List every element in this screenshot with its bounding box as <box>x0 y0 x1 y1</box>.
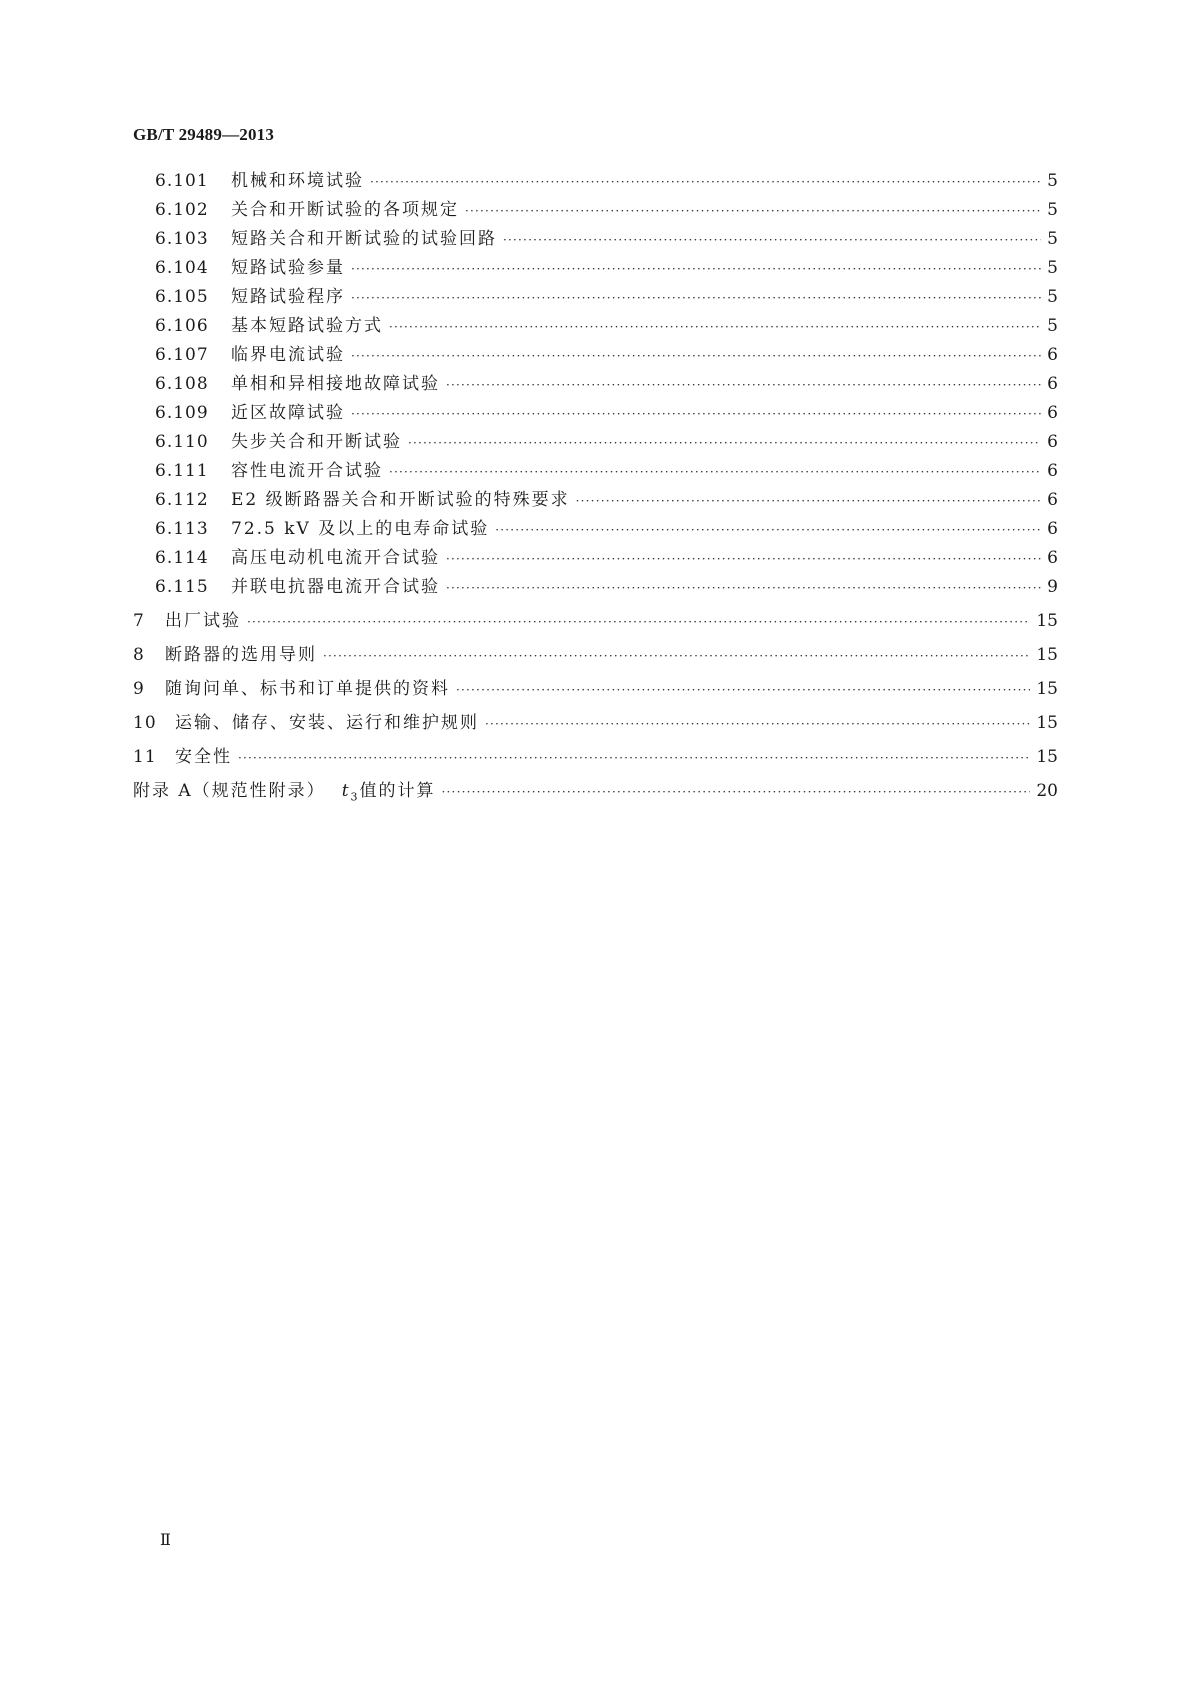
toc-entry-page: 6 <box>1047 461 1058 481</box>
leader-dots <box>351 287 1041 309</box>
toc-entry-title: 断路器的选用导则 <box>165 645 317 665</box>
toc-entry-title: 临界电流试验 <box>231 345 345 365</box>
toc-entry-title: 随询问单、标书和订单提供的资料 <box>165 679 450 699</box>
toc-entry-page: 5 <box>1047 229 1058 249</box>
toc-entry-page: 6 <box>1047 403 1058 423</box>
toc-entry-title: 短路试验程序 <box>231 287 345 307</box>
toc-entry-number: 6.112 <box>155 490 209 510</box>
toc-entry-title: 出厂试验 <box>165 611 241 631</box>
toc-entry-page: 15 <box>1036 747 1058 767</box>
toc-entry-title: 运输、储存、安装、运行和维护规则 <box>175 713 479 733</box>
toc-entry-number: 6.110 <box>155 432 209 452</box>
toc-entry-page: 15 <box>1036 713 1058 733</box>
leader-dots <box>408 432 1041 454</box>
leader-dots <box>446 548 1041 570</box>
toc-entry[interactable] <box>155 518 1058 541</box>
toc-entry-title: 基本短路试验方式 <box>231 316 383 336</box>
annex-symbol-subscript: 3 <box>350 790 360 804</box>
toc-entry-page: 15 <box>1036 611 1058 631</box>
toc-entry[interactable] <box>133 644 1058 667</box>
annex-symbol: t <box>341 781 351 801</box>
leader-dots <box>238 747 1030 769</box>
toc-entry-number: 6.109 <box>155 403 209 423</box>
leader-dots <box>389 316 1041 338</box>
leader-dots <box>370 171 1041 193</box>
toc-entry-number: 6.108 <box>155 374 209 394</box>
leader-dots <box>495 519 1041 541</box>
toc-entry-page: 5 <box>1047 258 1058 278</box>
leader-dots <box>456 679 1030 701</box>
toc-entry-page: 6 <box>1047 432 1058 452</box>
toc-entry-number: 6.107 <box>155 345 209 365</box>
toc-entry-page: 15 <box>1036 679 1058 699</box>
leader-dots <box>446 374 1041 396</box>
toc-entry-page: 6 <box>1047 490 1058 510</box>
toc-entry[interactable] <box>155 315 1058 338</box>
toc-entry-number: 6.101 <box>155 171 209 191</box>
annex-title-text: 值的计算 <box>359 781 436 801</box>
toc-entry[interactable] <box>155 373 1058 396</box>
toc-entry-number: 11 <box>133 747 157 767</box>
toc-entry[interactable] <box>155 431 1058 454</box>
leader-dots <box>247 611 1030 633</box>
leader-dots <box>351 258 1041 280</box>
toc-entry-title: 容性电流开合试验 <box>231 461 383 481</box>
toc-entry[interactable] <box>155 170 1058 193</box>
toc-entry-number: 6.104 <box>155 258 209 278</box>
toc-entry[interactable] <box>155 576 1058 599</box>
toc-entry-title: E2 级断路器关合和开断试验的特殊要求 <box>231 490 570 510</box>
leader-dots <box>576 490 1042 512</box>
toc-entry[interactable] <box>133 678 1058 701</box>
toc-entry[interactable] <box>133 712 1058 735</box>
leader-dots <box>351 345 1041 367</box>
toc-entry-page: 5 <box>1047 287 1058 307</box>
toc-entry-number: 6.111 <box>155 461 209 481</box>
toc-entry-page: 5 <box>1047 200 1058 220</box>
standard-code-header: GB/T 29489—2013 <box>133 125 275 144</box>
toc-entry[interactable] <box>155 344 1058 367</box>
toc-entry[interactable] <box>155 489 1058 512</box>
toc-entry-title: 关合和开断试验的各项规定 <box>231 200 459 220</box>
toc-entry-number: 6.106 <box>155 316 209 336</box>
toc-entry-page: 9 <box>1047 577 1058 597</box>
toc-entry-number: 7 <box>133 611 145 631</box>
toc-entry-title: 短路关合和开断试验的试验回路 <box>231 229 497 249</box>
toc-entry-title: 近区故障试验 <box>231 403 345 423</box>
leader-dots <box>446 577 1041 599</box>
toc-entry-title: 高压电动机电流开合试验 <box>231 548 440 568</box>
toc-entry-page: 6 <box>1047 519 1058 539</box>
toc-entry-page: 15 <box>1036 645 1058 665</box>
toc-entry-number: 6.114 <box>155 548 209 568</box>
toc-entry-number: 6.103 <box>155 229 209 249</box>
toc-entry-number: 8 <box>133 645 145 665</box>
toc-entry-page: 6 <box>1047 548 1058 568</box>
toc-entry-title: 单相和异相接地故障试验 <box>231 374 440 394</box>
leader-dots <box>485 713 1030 735</box>
toc-entry-number: 6.102 <box>155 200 209 220</box>
toc-entry-page: 5 <box>1047 316 1058 336</box>
toc-entry-number: 10 <box>133 713 157 733</box>
toc-entry[interactable] <box>155 547 1058 570</box>
leader-dots <box>389 461 1041 483</box>
annex-title <box>342 780 436 808</box>
toc-entry-annex-a[interactable] <box>133 780 1058 808</box>
page-folio: Ⅱ <box>160 1532 171 1549</box>
toc-entry-title: 短路试验参量 <box>231 258 345 278</box>
leader-dots <box>442 781 1031 803</box>
toc-entry-title: 并联电抗器电流开合试验 <box>231 577 440 597</box>
toc-entry-number: 6.115 <box>155 577 209 597</box>
toc-entry-title: 失步关合和开断试验 <box>231 432 402 452</box>
toc-entry[interactable] <box>155 286 1058 309</box>
toc-entry-page: 20 <box>1036 781 1058 801</box>
leader-dots <box>503 229 1041 251</box>
toc-entry-number: 9 <box>133 679 145 699</box>
toc-entry[interactable] <box>155 402 1058 425</box>
toc-entry[interactable] <box>155 199 1058 222</box>
toc-entry[interactable] <box>155 460 1058 483</box>
toc-entry-title: 机械和环境试验 <box>231 171 364 191</box>
leader-dots <box>351 403 1041 425</box>
leader-dots <box>465 200 1041 222</box>
toc-entry[interactable] <box>155 257 1058 280</box>
toc-entry[interactable] <box>133 746 1058 769</box>
toc-entry-number: 6.105 <box>155 287 209 307</box>
toc-entry-title: 72.5 kV 及以上的电寿命试验 <box>231 519 490 539</box>
toc-entry-number: 6.113 <box>155 519 209 539</box>
toc-entry-title: 安全性 <box>175 747 232 767</box>
toc-entry-page: 6 <box>1047 345 1058 365</box>
toc-entry[interactable] <box>133 610 1058 633</box>
annex-label: 附录 A（规范性附录） <box>133 781 326 801</box>
leader-dots <box>323 645 1030 667</box>
toc-entry-page: 6 <box>1047 374 1058 394</box>
toc-entry-page: 5 <box>1047 171 1058 191</box>
toc-entry[interactable] <box>155 228 1058 251</box>
